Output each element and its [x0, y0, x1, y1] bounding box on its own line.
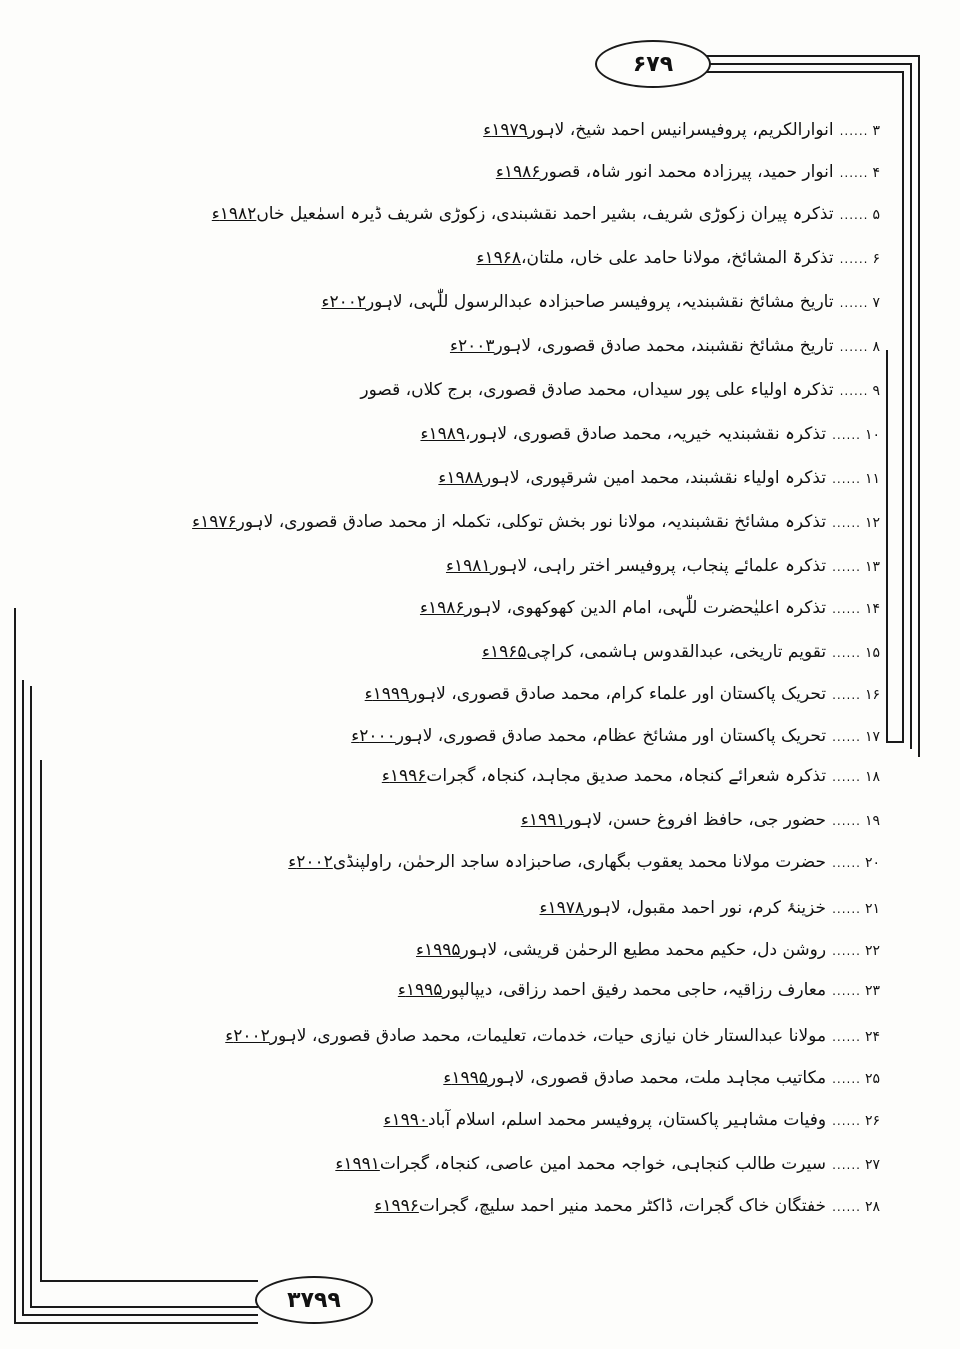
entry-dots: ......: [839, 166, 869, 180]
entry-number: ۵: [872, 207, 880, 223]
bottom-page-number: ۳۷۹۹: [255, 1276, 373, 1324]
entry-text: انوار حمید، پیرزادہ محمد انور شاہ، قصور: [540, 162, 834, 182]
entry-number: ۱۱: [864, 471, 880, 487]
entry-dots: ......: [839, 252, 869, 266]
entry-dots: ......: [832, 646, 861, 660]
entry-year: ۱۹۸۹ء: [420, 424, 465, 444]
entry-text: تذکرہ اولیاء نقشبند، محمد امین شرقپوری، لاہور: [482, 468, 827, 488]
list-item: [351, 716, 880, 756]
top-page-number: ۶۷۹: [595, 40, 711, 88]
entry-year: ۱۹۹۵ء: [443, 1068, 488, 1088]
entry-year: ۲۰۰۳ء: [449, 336, 495, 356]
entry-year: ۱۹۹۱ء: [335, 1154, 380, 1174]
entry-dots: ......: [832, 1200, 861, 1214]
list-item: [288, 842, 880, 882]
entry-dots: ......: [832, 902, 861, 916]
entry-number: ۱۴: [864, 601, 880, 617]
list-item: [321, 282, 880, 322]
list-item: [383, 1100, 880, 1140]
entry-number: ۲۴: [864, 1029, 880, 1045]
entry-text: مکاتیب مجاہد ملت، محمد صادق قصوری، لاہور: [487, 1068, 827, 1088]
list-item: [476, 238, 880, 278]
entry-dots: ......: [832, 856, 861, 870]
entry-year: ۲۰۰۲ء: [288, 852, 333, 872]
entry-year: ۱۹۷۹ء: [483, 120, 528, 140]
list-item: [374, 1186, 880, 1226]
list-item: [540, 888, 881, 928]
entry-text: سیرت طالب کنجاہی، خواجہ محمد امین عاصی، کنجاہ، گجرات: [379, 1154, 827, 1174]
list-item: [335, 1144, 880, 1184]
entry-number: ۶: [872, 251, 880, 267]
entry-dots: ......: [839, 384, 869, 398]
entry-number: ۴: [872, 165, 880, 181]
entry-year: ۱۹۸۲ء: [211, 204, 257, 224]
entry-text: وفیات مشاہیر پاکستان، پروفیسر محمد اسلم، اسلام آباد: [428, 1110, 827, 1130]
list-item: [212, 194, 880, 234]
entry-number: ۲۲: [864, 943, 880, 959]
list-item: [382, 756, 880, 796]
entry-text: تذکرہ علمائے پنجاب، پروفیسر اختر راہی، لاہور: [490, 556, 827, 576]
entry-dots: ......: [839, 340, 869, 354]
list-item: [416, 930, 880, 970]
list-item: [420, 588, 880, 628]
entry-text: خزینۂ کرم، نور احمد مقبول، لاہور: [584, 898, 827, 918]
entry-number: ۲۱: [864, 901, 880, 917]
entry-number: ۲۵: [864, 1071, 880, 1087]
entry-year: ۱۹۸۱ء: [445, 556, 491, 576]
entry-number: ۷: [872, 295, 880, 311]
entry-text: تاریخ مشائخ نقشبندیہ، پروفیسر صاحبزادہ عبدالرسول للّٰہی، لاہور: [365, 292, 834, 312]
entry-text: تذکرہ پیران زکوڑی شریف، بشیر احمد نقشبندی، زکوڑی شریف ڈیرہ اسمٰعیل خاں: [256, 204, 834, 224]
entry-year: ۲۰۰۲ء: [225, 1026, 270, 1046]
entry-number: ۹: [872, 383, 880, 399]
entry-text: روشن دل، حکیم محمد مطیع الرحمٰن قریشی، لاہور: [460, 940, 827, 960]
entry-dots: ......: [832, 730, 861, 744]
entry-text: معارف رزاقیہ، حاجی محمد رفیق احمد رزاقی، دیپالپور: [442, 980, 827, 1000]
entry-year: ۱۹۹۵ء: [397, 980, 443, 1000]
entry-dots: ......: [832, 560, 861, 574]
list-item: [365, 674, 880, 714]
entry-number: ۱۷: [864, 729, 880, 745]
entry-year: ۱۹۷۸ء: [539, 898, 585, 918]
entry-text: تاریخ مشائخ نقشبند، محمد صادق قصوری، لاہور: [494, 336, 834, 356]
entry-text: تذکرہ اعلیٰحضرت للّٰہی، امام الدین کھوکھوی، لاہور: [464, 598, 827, 618]
entry-number: ۲۸: [864, 1199, 880, 1215]
entry-number: ۱۲: [864, 515, 880, 531]
list-item: [420, 414, 880, 454]
entry-text: تذکرہ اولیاء علی پور سیداں، محمد صادق قصوری، برج کلاں، قصور: [360, 380, 834, 400]
entry-dots: ......: [832, 516, 861, 530]
entry-number: ۲۰: [864, 855, 880, 871]
entry-text: تذکرہ نقشبندیہ خیریہ، محمد صادق قصوری، لاہور،: [464, 424, 827, 444]
entry-number: ۳: [872, 123, 880, 139]
entry-dots: ......: [839, 296, 869, 310]
entry-dots: ......: [832, 984, 861, 998]
entry-dots: ......: [832, 428, 861, 442]
entry-year: ۱۹۸۶ء: [495, 162, 541, 182]
list-item: [496, 152, 880, 192]
entry-year: ۲۰۰۲ء: [321, 292, 366, 312]
entry-dots: ......: [832, 688, 861, 702]
entry-dots: ......: [839, 124, 869, 138]
list-item: [521, 800, 880, 840]
entry-dots: ......: [832, 1114, 861, 1128]
list-item: [192, 502, 880, 542]
entry-number: ۱۳: [864, 559, 880, 575]
entry-number: ۲۷: [864, 1157, 880, 1173]
list-item: [483, 110, 880, 150]
list-item: [398, 970, 880, 1010]
list-item: [446, 546, 880, 586]
entry-year: ۱۹۹۵ء: [416, 940, 461, 960]
entry-dots: ......: [832, 1072, 861, 1086]
entry-text: تحریک پاکستان اور مشائخ عظام، محمد صادق قصوری، لاہور: [395, 726, 827, 746]
entry-text: تقویم تاریخی، عبدالقدوس ہاشمی، کراچی: [526, 642, 827, 662]
entry-text: خفتگان خاک گجرات، ڈاکٹر محمد منیر احمد سلیچ، گجرات: [418, 1196, 827, 1216]
list-item: [443, 1058, 880, 1098]
entry-dots: ......: [832, 770, 861, 784]
entry-year: ۱۹۸۶ء: [419, 598, 465, 618]
list-item: [225, 1016, 880, 1056]
entry-year: ۱۹۹۱ء: [520, 810, 566, 830]
entry-number: ۱۹: [864, 813, 880, 829]
entry-dots: ......: [832, 1158, 861, 1172]
entry-dots: ......: [832, 1030, 861, 1044]
entry-number: ۲۶: [864, 1113, 880, 1129]
entry-number: ۸: [872, 339, 880, 355]
entry-number: ۲۳: [864, 983, 880, 999]
list-item: [482, 632, 880, 672]
entry-dots: ......: [832, 472, 861, 486]
entry-year: ۱۹۹۶ء: [381, 766, 427, 786]
entry-text: تذکرۃ المشائخ، مولانا حامد علی خاں، ملتان،: [520, 248, 834, 268]
list-item: [360, 370, 880, 410]
entry-year: ۱۹۶۸ء: [476, 248, 521, 268]
entry-text: حضور جی، حافظ افروغ حسن، لاہور: [565, 810, 827, 830]
entry-text: حضرت مولانا محمد یعقوب بگھاری، صاحبزادہ ساجد الرحمٰن، راولپنڈی: [332, 852, 827, 872]
entry-number: ۱۰: [864, 427, 880, 443]
entry-text: تحریک پاکستان اور علماء کرام، محمد صادق قصوری، لاہور: [409, 684, 827, 704]
entry-dots: ......: [832, 944, 861, 958]
entry-dots: ......: [839, 208, 869, 222]
entry-year: ۱۹۷۶ء: [192, 512, 237, 532]
entry-year: ۱۹۹۶ء: [374, 1196, 419, 1216]
entry-text: انوارالکریم، پروفیسرانیس احمد شیخ، لاہور: [527, 120, 834, 140]
entry-number: ۱۸: [864, 769, 880, 785]
list-item: [438, 458, 880, 498]
entry-number: ۱۵: [864, 645, 880, 661]
entry-text: تذکرہ شعرائے کنجاہ، محمد صدیق مجاہد، کنجاہ، گجرات: [426, 766, 827, 786]
entry-dots: ......: [832, 602, 861, 616]
entry-year: ۱۹۶۵ء: [481, 642, 527, 662]
list-item: [450, 326, 880, 366]
entry-number: ۱۶: [864, 687, 880, 703]
entry-year: ۱۹۹۹ء: [364, 684, 410, 704]
entry-year: ۲۰۰۰ء: [351, 726, 396, 746]
entry-text: مولانا عبدالستار خان نیازی حیات، خدمات، تعلیمات، محمد صادق قصوری، لاہور: [269, 1026, 827, 1046]
entry-year: ۱۹۸۸ء: [438, 468, 483, 488]
entry-year: ۱۹۹۰ء: [383, 1110, 429, 1130]
entry-dots: ......: [832, 814, 861, 828]
entry-text: تذکرہ مشائخ نقشبندیہ، مولانا نور بخش توکلی، تکملہ از محمد صادق قصوری، لاہور: [236, 512, 827, 532]
